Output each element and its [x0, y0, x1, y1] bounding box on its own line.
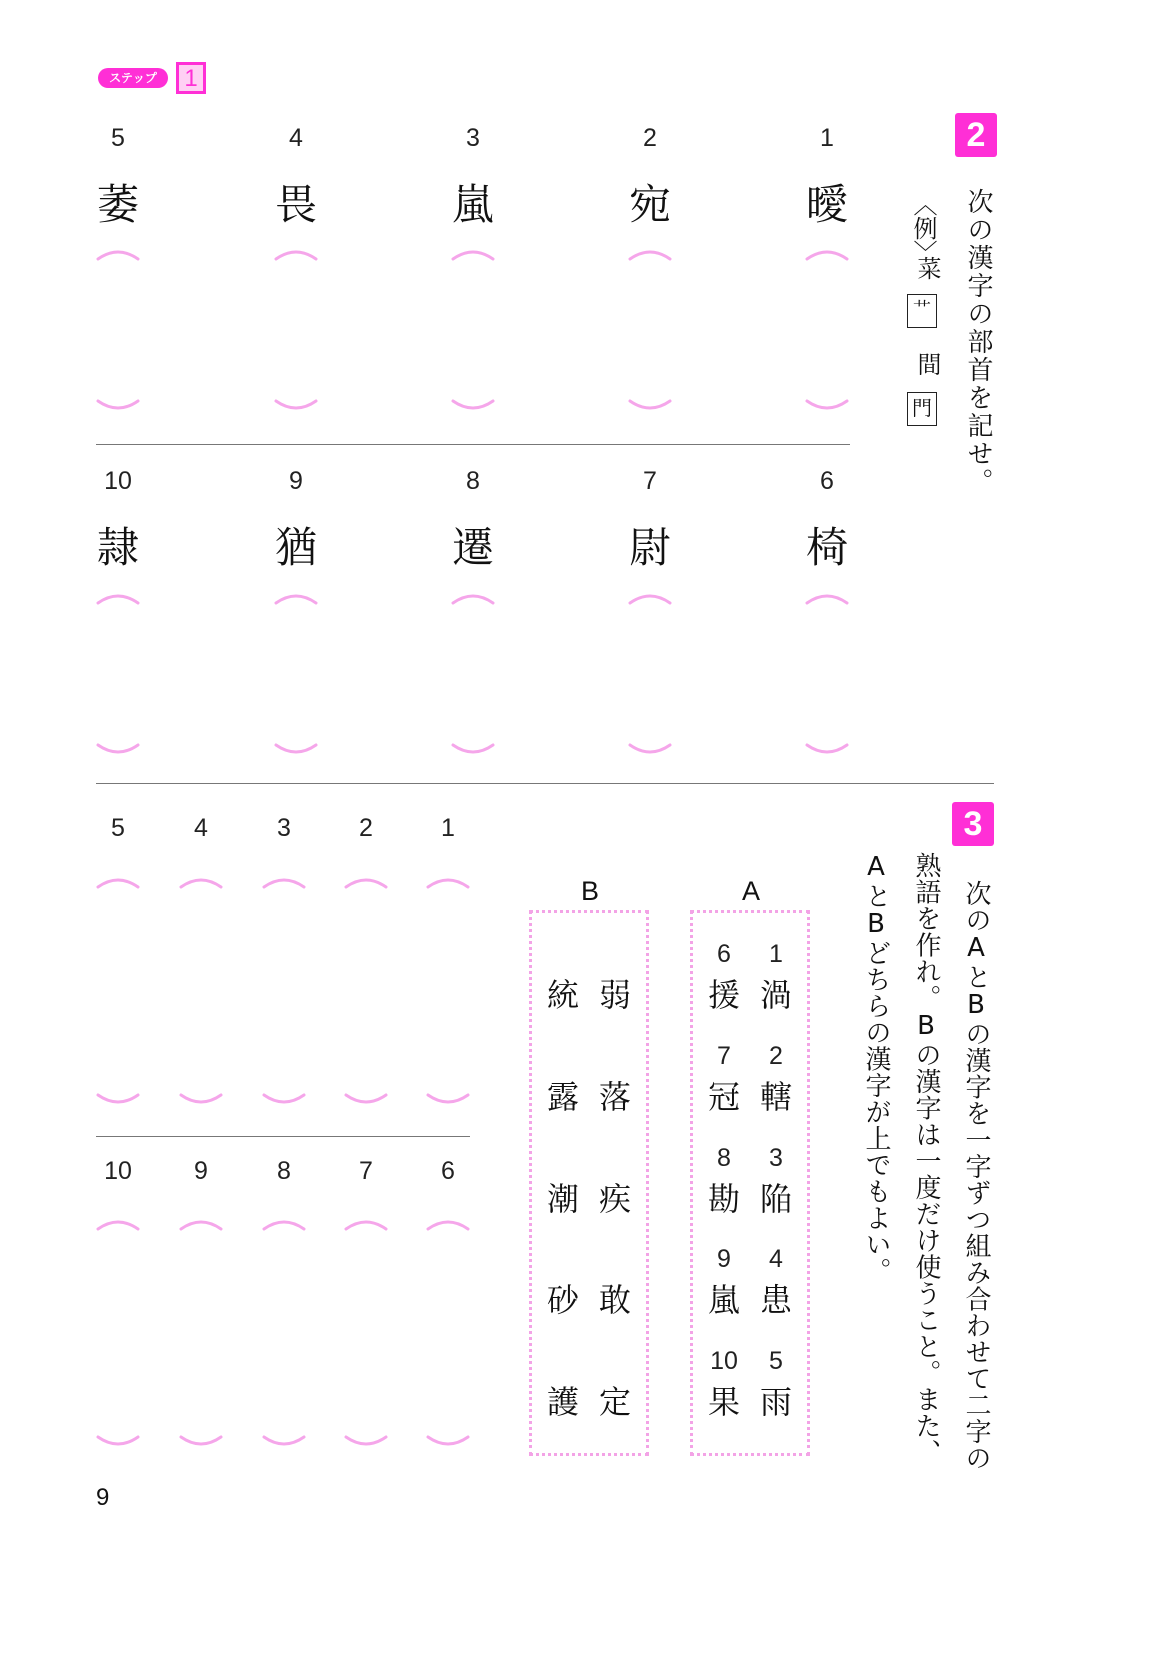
b-item-kanji: 潮: [546, 1180, 579, 1218]
answer-bracket-bottom: [451, 742, 495, 756]
question-number: 9: [289, 467, 303, 495]
b-item-kanji: 敢: [598, 1281, 631, 1319]
answer-number: 1: [441, 814, 455, 842]
answer-bracket-top: [451, 590, 495, 604]
answer-bracket-bottom: [274, 742, 318, 756]
question-number: 4: [289, 124, 303, 152]
b-item-kanji: 落: [598, 1078, 631, 1116]
answer-bracket-top: [262, 874, 306, 888]
section-2-example-radical-box-1: [907, 294, 937, 328]
a-item-kanji: 冠: [707, 1078, 740, 1116]
question-kanji: 曖: [805, 180, 848, 229]
a-item-kanji: 患: [759, 1281, 792, 1319]
b-item-kanji: 疾: [598, 1180, 631, 1218]
question-kanji: 遷: [451, 523, 494, 572]
answer-bracket-bottom: [426, 1434, 470, 1448]
answer-bracket-bottom: [96, 398, 140, 412]
a-item-number: 5: [769, 1347, 783, 1375]
a-item-kanji: 陥: [759, 1180, 792, 1218]
answer-bracket-top: [628, 590, 672, 604]
a-item-number: 1: [769, 940, 783, 968]
answer-bracket-bottom: [628, 742, 672, 756]
answer-number: 2: [359, 814, 373, 842]
question-number: 7: [643, 467, 657, 495]
answer-bracket-bottom: [344, 1434, 388, 1448]
question-kanji: 畏: [274, 180, 317, 229]
question-kanji: 嵐: [451, 180, 494, 229]
answer-bracket-bottom: [262, 1092, 306, 1106]
answer-bracket-top: [96, 590, 140, 604]
question-kanji: 隷: [96, 523, 139, 572]
answer-bracket-top: [96, 1216, 140, 1230]
answer-bracket-bottom: [805, 398, 849, 412]
answer-bracket-top: [96, 874, 140, 888]
answer-number: 7: [359, 1157, 373, 1185]
answer-bracket-bottom: [96, 1434, 140, 1448]
b-item-kanji: 弱: [598, 976, 631, 1014]
question-kanji: 猶: [274, 523, 317, 572]
section-2-example-radical-1: 艹: [913, 299, 931, 320]
answer-bracket-top: [262, 1216, 306, 1230]
section-3-instruction-line-1: 次のAとBの漢字を一字ずつ組み合わせて二字の: [961, 880, 991, 1471]
answer-number: 5: [111, 814, 125, 842]
a-item-kanji: 渦: [759, 976, 792, 1014]
answer-bracket-bottom: [344, 1092, 388, 1106]
a-item-number: 4: [769, 1245, 783, 1273]
answer-number: 9: [194, 1157, 208, 1185]
step-pill: [98, 68, 168, 88]
answer-number: 4: [194, 814, 208, 842]
section-3-row-divider: [96, 1136, 470, 1137]
answer-bracket-top: [805, 246, 849, 260]
step-label: ステップ: [109, 71, 157, 85]
section-2-example-kanji-1: 菜: [913, 256, 941, 280]
a-item-number: 2: [769, 1042, 783, 1070]
answer-bracket-bottom: [96, 742, 140, 756]
question-kanji: 尉: [628, 523, 671, 572]
answer-bracket-top: [179, 874, 223, 888]
column-label-b: B: [580, 876, 599, 906]
answer-bracket-bottom: [805, 742, 849, 756]
b-item-kanji: 定: [598, 1383, 631, 1421]
answer-number: 8: [277, 1157, 291, 1185]
section-2-row-divider: [96, 444, 850, 445]
answer-bracket-bottom: [179, 1434, 223, 1448]
answer-bracket-top: [179, 1216, 223, 1230]
a-item-kanji: 勘: [707, 1180, 740, 1218]
question-number: 8: [466, 467, 480, 495]
answer-bracket-bottom: [426, 1092, 470, 1106]
section-2-badge: 2: [955, 113, 997, 157]
a-item-kanji: 援: [707, 976, 740, 1014]
section-divider: [96, 783, 994, 784]
section-3-badge: 3: [952, 802, 994, 846]
question-number: 2: [643, 124, 657, 152]
b-item-kanji: 護: [546, 1383, 579, 1421]
answer-bracket-top: [805, 590, 849, 604]
question-number: 10: [104, 467, 132, 495]
question-kanji: 椅: [805, 523, 848, 572]
answer-bracket-bottom: [179, 1092, 223, 1106]
page-number: 9: [96, 1484, 110, 1511]
a-item-number: 10: [710, 1347, 738, 1375]
answer-bracket-bottom: [451, 398, 495, 412]
answer-bracket-top: [274, 590, 318, 604]
answer-bracket-top: [274, 246, 318, 260]
b-item-kanji: 露: [546, 1078, 579, 1116]
question-kanji: 萎: [96, 180, 139, 229]
question-number: 6: [820, 467, 834, 495]
column-label-a: A: [741, 876, 760, 906]
answer-number: 6: [441, 1157, 455, 1185]
a-item-number: 7: [717, 1042, 731, 1070]
answer-bracket-top: [426, 874, 470, 888]
section-2-example-radical-2: 門: [912, 396, 932, 420]
section-2-example-label: 〈例〉: [909, 192, 937, 264]
a-item-number: 3: [769, 1144, 783, 1172]
answer-bracket-top: [628, 246, 672, 260]
a-item-kanji: 果: [707, 1383, 740, 1421]
a-item-kanji: 嵐: [707, 1281, 740, 1319]
section-2-example-kanji-2: 間: [913, 352, 941, 376]
step-number-box: [176, 62, 206, 94]
a-item-kanji: 轄: [759, 1078, 792, 1116]
answer-bracket-bottom: [628, 398, 672, 412]
a-item-number: 8: [717, 1144, 731, 1172]
a-item-number: 9: [717, 1245, 731, 1273]
a-item-number: 6: [717, 940, 731, 968]
answer-bracket-top: [344, 874, 388, 888]
answer-number: 3: [277, 814, 291, 842]
section-3-instruction-line-2: 熟語を作れ。Bの漢字は一度だけ使うこと。また、: [911, 852, 941, 1466]
answer-bracket-top: [451, 246, 495, 260]
answer-bracket-top: [344, 1216, 388, 1230]
question-number: 1: [820, 124, 834, 152]
section-3-instruction-line-3: AとBどちらの漢字が上でもよい。: [861, 852, 891, 1284]
answer-bracket-bottom: [274, 398, 318, 412]
answer-bracket-top: [96, 246, 140, 260]
section-2-instruction: 次の漢字の部首を記せ。: [963, 188, 993, 496]
a-item-kanji: 雨: [759, 1383, 792, 1421]
answer-number: 10: [104, 1157, 132, 1185]
question-number: 3: [466, 124, 480, 152]
answer-bracket-bottom: [262, 1434, 306, 1448]
question-number: 5: [111, 124, 125, 152]
b-item-kanji: 統: [546, 976, 579, 1014]
section-2-example-radical-box-2: [907, 392, 937, 426]
answer-bracket-bottom: [96, 1092, 140, 1106]
b-item-kanji: 砂: [546, 1281, 579, 1319]
question-kanji: 宛: [628, 180, 671, 229]
answer-bracket-top: [426, 1216, 470, 1230]
step-number: 1: [184, 65, 198, 92]
